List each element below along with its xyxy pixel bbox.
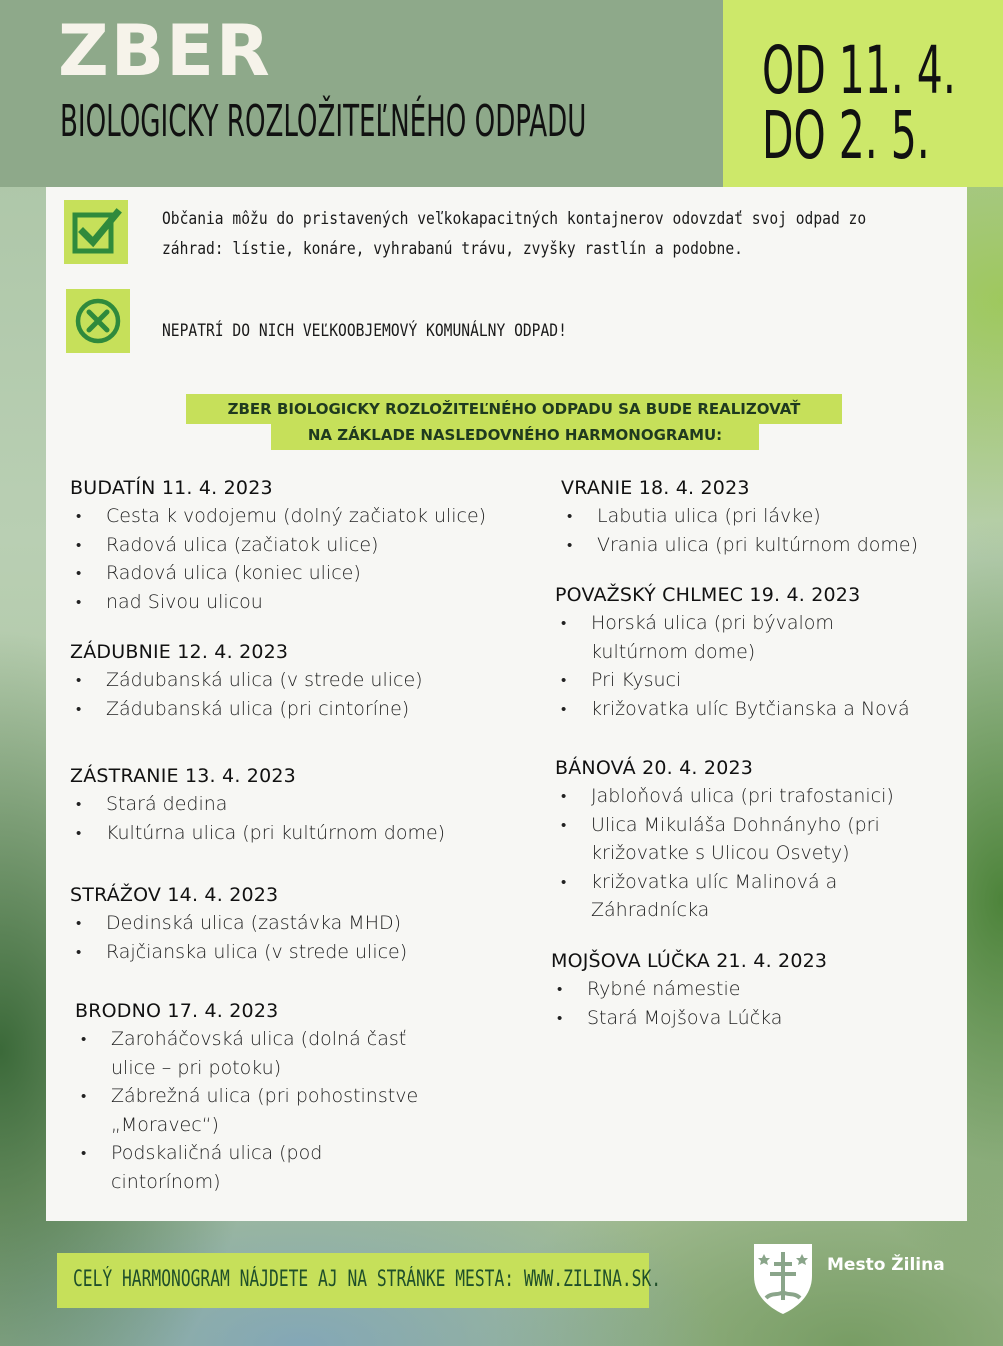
list-item: • Labutia ulica (pri lávke) xyxy=(561,502,918,531)
list-item: • Zaroháčovská ulica (dolná časť xyxy=(75,1025,418,1054)
list-item: • Ulica Mikuláša Dohnányho (pri xyxy=(555,811,894,840)
date-to: DO 2. 5. xyxy=(762,97,930,174)
section-heading: ZÁSTRANIE 13. 4. 2023 xyxy=(70,765,296,787)
list-item-continued: ulice – pri potoku) xyxy=(111,1056,282,1079)
list-item: • Pri Kysuci xyxy=(555,666,910,695)
section-heading: STRÁŽOV 14. 4. 2023 xyxy=(70,884,279,906)
list-item: • Zádubanská ulica (pri cintoríne) xyxy=(70,695,423,724)
section-heading: BÁNOVÁ 20. 4. 2023 xyxy=(555,757,754,779)
section-heading: BUDATÍN 11. 4. 2023 xyxy=(70,477,273,499)
list-item-continued: križovatke s Ulicou Osvety) xyxy=(591,842,850,864)
cross-circle-icon xyxy=(73,296,123,346)
schedule-vranie xyxy=(561,474,918,559)
list-item: • Rybné námestie xyxy=(551,975,827,1004)
schedule-povazsky-chlmec xyxy=(555,581,910,723)
cross-icon-box xyxy=(66,289,130,353)
list-item: • Podskaličná ulica (pod xyxy=(75,1139,418,1168)
city-coat-of-arms-icon xyxy=(752,1242,814,1316)
list-item: • Kultúrna ulica (pri kultúrnom dome) xyxy=(70,819,445,848)
not-allowed-note: NEPATRÍ DO NICH VEĽKOOBJEMOVÝ KOMUNÁLNY ODPAD! xyxy=(162,321,567,341)
page-title: ZBER xyxy=(58,10,272,92)
list-item: • Dedinská ulica (zastávka MHD) xyxy=(70,909,407,938)
list-item: • Rajčianska ulica (v strede ulice) xyxy=(70,938,407,967)
list-item-continued: „Moravec“) xyxy=(111,1113,219,1136)
section-heading: MOJŠOVA LÚČKA 21. 4. 2023 xyxy=(551,950,828,972)
list-item: • Jabloňová ulica (pri trafostanici) xyxy=(555,782,894,811)
schedule-mojsova-lucka xyxy=(551,947,827,1032)
banner-line2: NA ZÁKLADE NASLEDOVNÉHO HARMONOGRAMU: xyxy=(307,426,723,444)
list-item: • Zábrežná ulica (pri pohostinstve xyxy=(75,1082,418,1111)
section-heading: POVAŽSKÝ CHLMEC 19. 4. 2023 xyxy=(555,584,861,606)
allowed-note xyxy=(162,204,866,264)
schedule-budatin xyxy=(70,474,486,616)
list-item: • Radová ulica (začiatok ulice) xyxy=(70,531,486,560)
schedule-brodno xyxy=(75,997,418,1196)
list-item: • križovatka ulíc Bytčianska a Nová xyxy=(555,695,910,724)
checkbox-icon-box xyxy=(64,200,128,264)
schedule-strazov xyxy=(70,881,407,966)
checkmark-icon xyxy=(69,205,123,259)
list-item: • križovatka ulíc Malinová a xyxy=(555,868,894,897)
page-subtitle: BIOLOGICKY ROZLOŽITEĽNÉHO ODPADU xyxy=(60,96,587,147)
section-heading: VRANIE 18. 4. 2023 xyxy=(561,477,750,499)
list-item-continued: cintorínom) xyxy=(111,1170,221,1193)
schedule-zadubnie xyxy=(70,638,423,723)
date-from: OD 11. 4. xyxy=(762,32,956,109)
schedule-banova xyxy=(555,754,894,925)
allowed-note-line1: Občania môžu do pristavených veľkokapacitných kontajnerov odovzdať svoj odpad zo xyxy=(162,209,867,229)
city-logo-text: Mesto Žilina xyxy=(827,1255,945,1275)
list-item: • Cesta k vodojemu (dolný začiatok ulice) xyxy=(70,502,486,531)
section-heading: ZÁDUBNIE 12. 4. 2023 xyxy=(70,641,289,663)
banner-line1: ZBER BIOLOGICKY ROZLOŽITEĽNÉHO ODPADU SA BUDE REALIZOVAŤ xyxy=(227,400,801,418)
section-heading: BRODNO 17. 4. 2023 xyxy=(75,1000,279,1022)
list-item: • Stará dedina xyxy=(70,790,445,819)
banner-line2-box xyxy=(271,422,759,450)
footer-website-note: CELÝ HARMONOGRAM NÁJDETE AJ NA STRÁNKE MESTA: WWW.ZILINA.SK. xyxy=(73,1267,662,1292)
list-item: • Radová ulica (koniec ulice) xyxy=(70,559,486,588)
banner-line1-box xyxy=(186,394,842,424)
allowed-note-line2: záhrad: lístie, konáre, vyhrabanú trávu, zvyšky rastlín a podobne. xyxy=(162,239,743,259)
list-item: • Zádubanská ulica (v strede ulice) xyxy=(70,666,423,695)
schedule-zastranie xyxy=(70,762,445,847)
list-item: • Horská ulica (pri bývalom xyxy=(555,609,910,638)
list-item: • Stará Mojšova Lúčka xyxy=(551,1004,827,1033)
list-item-continued: Záhradnícka xyxy=(591,899,710,921)
list-item: • nad Sivou ulicou xyxy=(70,588,486,617)
list-item-continued: kultúrnom dome) xyxy=(591,640,756,663)
list-item: • Vrania ulica (pri kultúrnom dome) xyxy=(561,531,918,560)
